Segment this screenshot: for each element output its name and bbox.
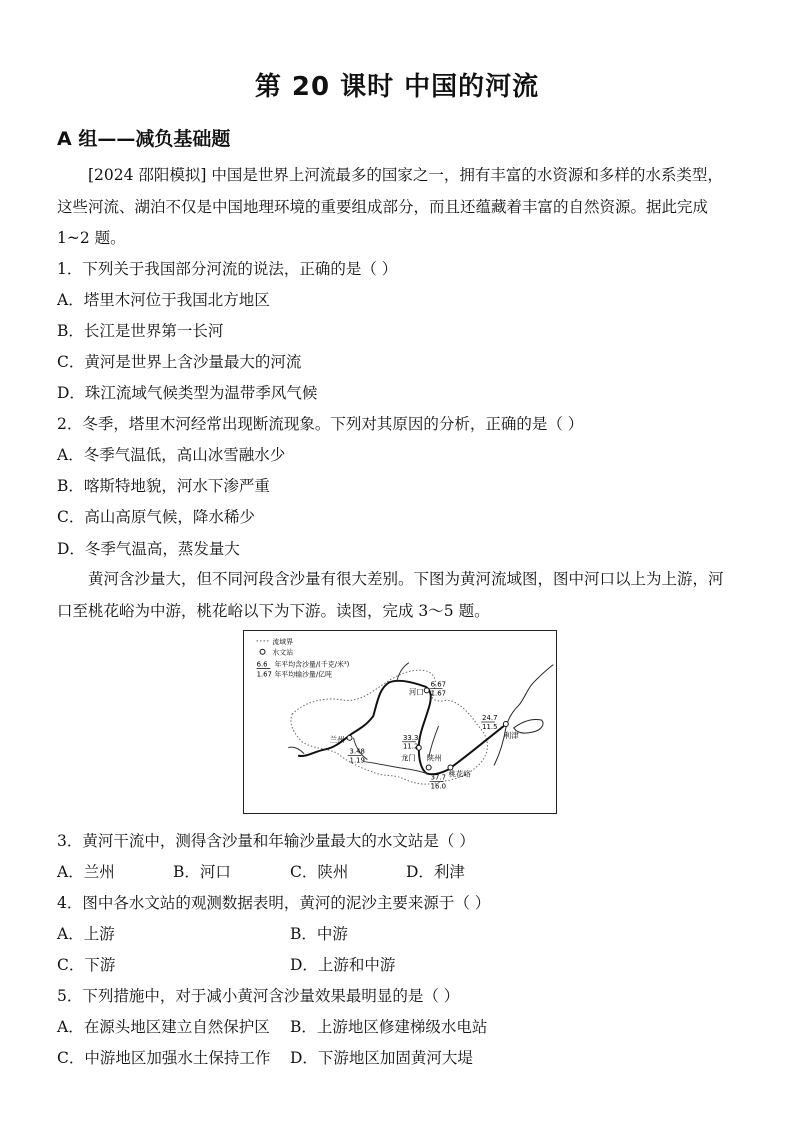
svg-text:6.67: 6.67: [430, 680, 447, 689]
q1-option-b[interactable]: B．长江是世界第一长河: [57, 322, 224, 340]
tributary-wei: [363, 762, 426, 774]
svg-text:33.3: 33.3: [402, 733, 419, 742]
q1-option-d[interactable]: D．珠江流域气候类型为温带季风气候: [57, 384, 318, 402]
intro2-line-1: 黄河含沙量大，但不同河段含沙量有很大差别。下图为黄河流域图，图中河口以上为上游，河: [88, 570, 724, 588]
q2-option-d[interactable]: D．冬季气温高，蒸发量大: [57, 540, 240, 558]
station-taohuayu: [448, 765, 471, 778]
svg-text:兰州: 兰州: [329, 734, 345, 744]
q4-option-c[interactable]: C．下游: [57, 956, 116, 974]
svg-text:1.67: 1.67: [430, 689, 447, 698]
q3-option-d[interactable]: D．利津: [406, 863, 465, 881]
legend-boundary: 流域界: [272, 637, 294, 646]
svg-text:11.2: 11.2: [402, 742, 419, 751]
q4-option-b[interactable]: B．中游: [290, 925, 348, 943]
svg-text:1.19: 1.19: [349, 756, 365, 765]
q5-option-b[interactable]: B．上游地区修建梯级水电站: [290, 1018, 488, 1036]
tributary-north: [397, 663, 409, 681]
basin-boundary: [291, 670, 488, 784]
q3-option-a[interactable]: A．兰州: [57, 863, 115, 881]
q2-option-a[interactable]: A．冬季气温低，高山冰雪融水少: [57, 446, 286, 464]
legend-top-desc: 年平均含沙量/(千克/米³): [274, 660, 350, 669]
q4-option-d[interactable]: D．上游和中游: [290, 956, 396, 974]
q4-stem: 4．图中各水文站的观测数据表明，黄河的泥沙主要来源于（ ）: [57, 894, 491, 912]
q1-option-c[interactable]: C．黄河是世界上含沙量最大的河流: [57, 353, 302, 371]
legend-bottom-value: 1.67: [256, 670, 272, 679]
q2-option-b[interactable]: B．喀斯特地貌，河水下渗严重: [57, 477, 270, 495]
intro1-line-3: 1~2 题。: [57, 229, 126, 247]
q3-option-c[interactable]: C．陕州: [290, 863, 349, 881]
tributary-upper: [288, 747, 304, 753]
q1-option-a[interactable]: A．塔里木河位于我国北方地区: [57, 291, 270, 309]
svg-text:16.0: 16.0: [430, 782, 447, 791]
svg-text:龙门: 龙门: [400, 753, 416, 763]
section-heading: A 组——减负基础题: [57, 128, 231, 150]
legend-station: 水文站: [272, 648, 294, 657]
page-title: 第 20 课时 中国的河流: [254, 72, 540, 102]
intro1-line-1: [2024 邵阳模拟] 中国是世界上河流最多的国家之一，拥有丰富的水资源和多样的水系类型，: [88, 166, 723, 184]
station-longmen: [401, 734, 421, 763]
q5-option-d[interactable]: D．下游地区加固黄河大堤: [290, 1049, 473, 1067]
q5-option-c[interactable]: C．中游地区加强水土保持工作: [57, 1049, 271, 1067]
coastline: [494, 665, 553, 766]
svg-text:11.5: 11.5: [482, 722, 498, 731]
svg-text:桃花峪: 桃花峪: [448, 769, 471, 779]
svg-text:3.48: 3.48: [349, 747, 365, 756]
svg-text:利津: 利津: [503, 730, 519, 740]
q4-option-a[interactable]: A．上游: [57, 925, 115, 943]
station-lanzhou: [330, 734, 365, 765]
q3-stem: 3．黄河干流中，测得含沙量和年输沙量最大的水文站是（ ）: [57, 832, 475, 850]
svg-text:河口: 河口: [408, 687, 424, 697]
legend-bottom-desc: 年平均输沙量/亿吨: [274, 670, 332, 679]
q3-option-b[interactable]: B．河口: [173, 863, 231, 881]
intro2-line-2: 口至桃花峪为中游，桃花峪以下为下游。读图，完成 3～5 题。: [57, 602, 490, 620]
q5-option-a[interactable]: A．在源头地区建立自然保护区: [57, 1018, 270, 1036]
station-lijin: [481, 714, 519, 740]
svg-text:陕州: 陕州: [426, 753, 442, 763]
q1-stem: 1．下列关于我国部分河流的说法，正确的是（ ）: [57, 260, 398, 278]
q2-option-c[interactable]: C．高山高原气候，降水稀少: [57, 508, 255, 526]
q2-stem: 2．冬季，塔里木河经常出现断流现象。下列对其原因的分析，正确的是（ ）: [57, 415, 584, 433]
yellow-river-basin-map: [243, 630, 557, 814]
legend-top-value: 6.6: [256, 660, 268, 669]
svg-text:24.7: 24.7: [482, 714, 498, 723]
intro1-line-2: 这些河流、湖泊不仅是中国地理环境的重要组成部分，而且还蕴藏着丰富的自然资源。据此完成: [57, 198, 709, 216]
q5-stem: 5．下列措施中，对于减小黄河含沙量效果最明显的是（ ）: [57, 987, 460, 1005]
svg-text:37.7: 37.7: [430, 773, 447, 782]
